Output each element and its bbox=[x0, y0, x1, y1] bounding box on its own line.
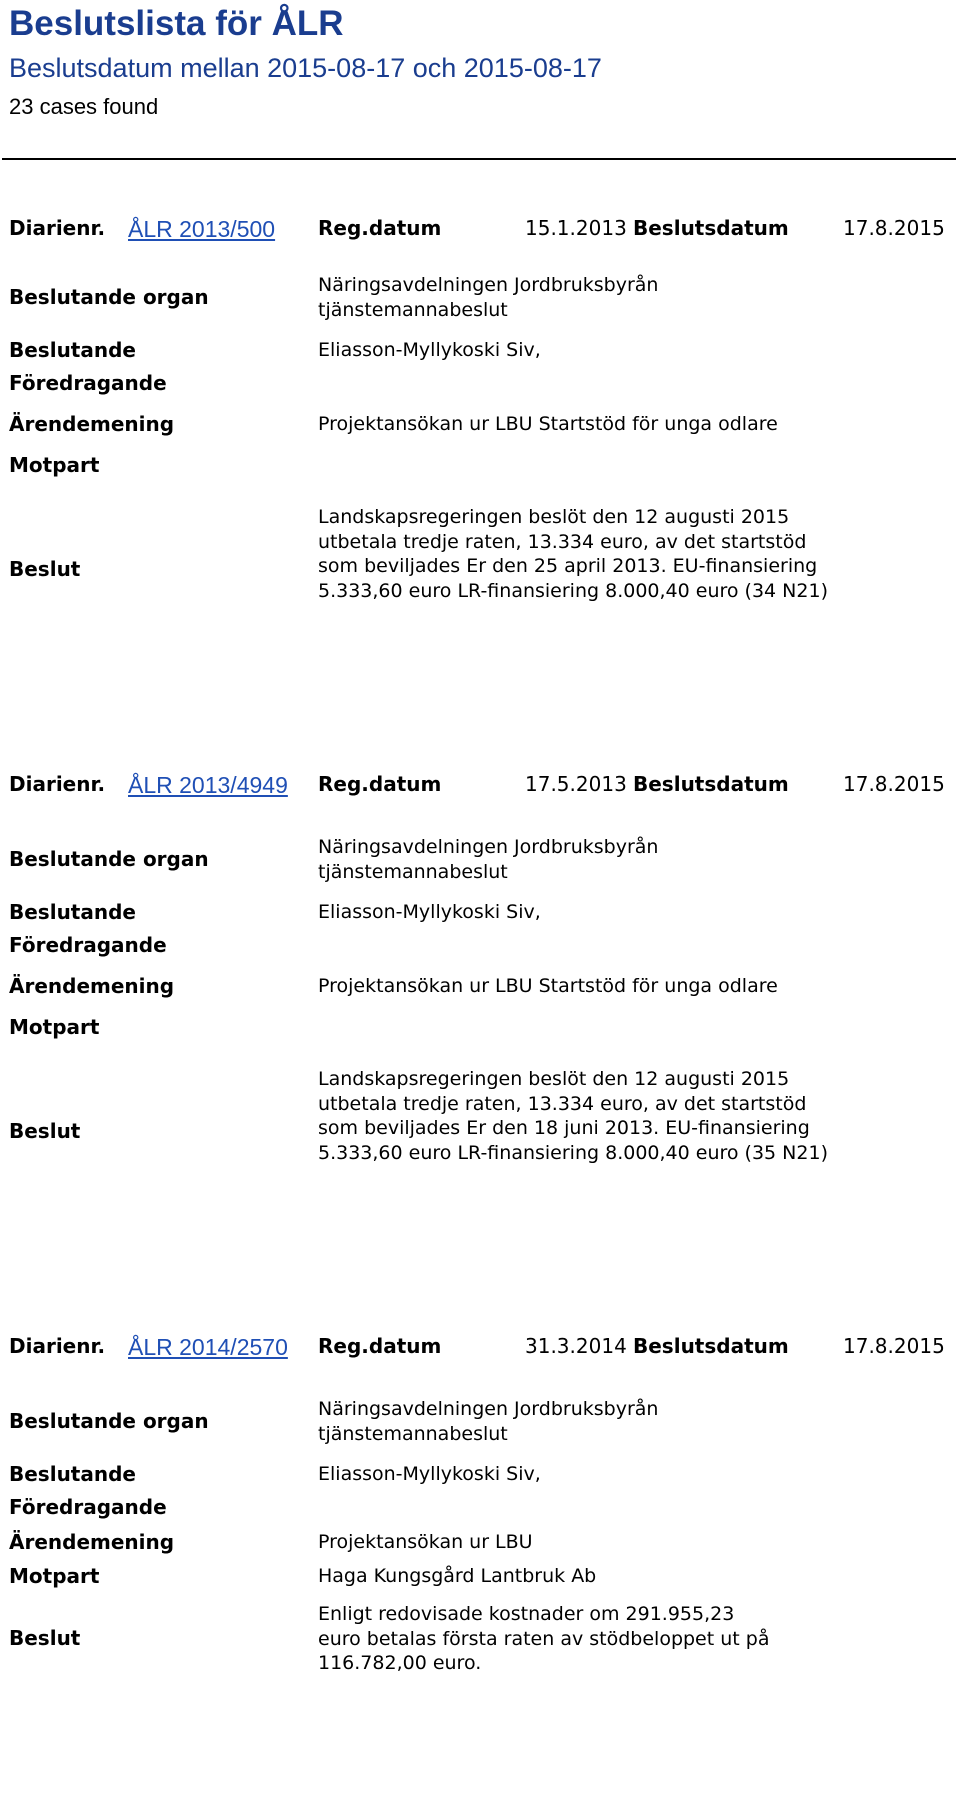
diarienr-label: Diarienr. bbox=[9, 1334, 106, 1358]
case-record bbox=[0, 208, 960, 688]
case-record bbox=[0, 770, 960, 1250]
regdatum-label: Reg.datum bbox=[318, 772, 442, 796]
beslut-label: Beslut bbox=[9, 1119, 81, 1143]
beslutande-organ-line1: Näringsavdelningen Jordbruksbyrån bbox=[318, 1398, 659, 1420]
beslutande-value: Eliasson-Myllykoski Siv, bbox=[318, 901, 541, 923]
beslutande-organ-label: Beslutande organ bbox=[9, 847, 209, 871]
beslutande-organ-line2: tjänstemannabeslut bbox=[318, 1423, 508, 1445]
beslutande-label: Beslutande bbox=[9, 338, 136, 362]
motpart-value: Haga Kungsgård Lantbruk Ab bbox=[318, 1565, 597, 1587]
motpart-label: Motpart bbox=[9, 1564, 100, 1588]
beslutande-organ-line2: tjänstemannabeslut bbox=[318, 861, 508, 883]
beslutsdatum-value: 17.8.2015 bbox=[843, 1334, 945, 1358]
beslutande-organ-label: Beslutande organ bbox=[9, 285, 209, 309]
foredragande-label: Föredragande bbox=[9, 371, 167, 395]
diarienr-label: Diarienr. bbox=[9, 772, 106, 796]
beslutande-value: Eliasson-Myllykoski Siv, bbox=[318, 339, 541, 361]
motpart-label: Motpart bbox=[9, 1015, 100, 1039]
beslut-text: Landskapsregeringen beslöt den 12 augusti 2015 utbetala tredje raten, 13.334 euro, av det startstöd som beviljades Er den 18 juni 2013. EU-finansiering 5.333,60 euro LR-finansiering 8.000,40 euro (35 N21) bbox=[318, 1068, 828, 1164]
arendemening-label: Ärendemening bbox=[9, 412, 175, 436]
beslut-label: Beslut bbox=[9, 557, 81, 581]
motpart-label: Motpart bbox=[9, 453, 100, 477]
beslut-text: Landskapsregeringen beslöt den 12 augusti 2015 utbetala tredje raten, 13.334 euro, av det startstöd som beviljades Er den 25 april 2013. EU-finansiering 5.333,60 euro LR-finansiering 8.000,40 euro (34 N21) bbox=[318, 506, 828, 602]
beslut-label: Beslut bbox=[9, 1626, 81, 1650]
case-record bbox=[0, 1332, 960, 1812]
result-count: 23 cases found bbox=[9, 94, 159, 119]
beslutande-organ-label: Beslutande organ bbox=[9, 1409, 209, 1433]
arendemening-value: Projektansökan ur LBU Startstöd för unga odlare bbox=[318, 413, 778, 435]
regdatum-label: Reg.datum bbox=[318, 1334, 442, 1358]
diarienr-label: Diarienr. bbox=[9, 216, 106, 240]
beslutsdatum-label: Beslutsdatum bbox=[633, 1334, 789, 1358]
beslutsdatum-value: 17.8.2015 bbox=[843, 772, 945, 796]
foredragande-label: Föredragande bbox=[9, 933, 167, 957]
beslutande-label: Beslutande bbox=[9, 900, 136, 924]
page-title: Beslutslista för ÅLR bbox=[9, 4, 344, 43]
regdatum-value: 17.5.2013 bbox=[525, 772, 627, 796]
arendemening-value: Projektansökan ur LBU bbox=[318, 1531, 533, 1553]
beslutsdatum-label: Beslutsdatum bbox=[633, 216, 789, 240]
beslutande-label: Beslutande bbox=[9, 1462, 136, 1486]
diarienr-link[interactable]: ÅLR 2013/500 bbox=[128, 216, 276, 242]
beslutande-organ-line2: tjänstemannabeslut bbox=[318, 299, 508, 321]
diarienr-link[interactable]: ÅLR 2013/4949 bbox=[128, 772, 288, 798]
header-divider bbox=[2, 158, 956, 160]
beslutande-organ-line1: Näringsavdelningen Jordbruksbyrån bbox=[318, 836, 659, 858]
arendemening-value: Projektansökan ur LBU Startstöd för unga odlare bbox=[318, 975, 778, 997]
beslutande-organ-line1: Näringsavdelningen Jordbruksbyrån bbox=[318, 274, 659, 296]
diarienr-link[interactable]: ÅLR 2014/2570 bbox=[128, 1334, 288, 1360]
beslutande-value: Eliasson-Myllykoski Siv, bbox=[318, 1463, 541, 1485]
foredragande-label: Föredragande bbox=[9, 1495, 167, 1519]
date-range-subtitle: Beslutsdatum mellan 2015-08-17 och 2015-08-17 bbox=[9, 53, 602, 83]
arendemening-label: Ärendemening bbox=[9, 974, 175, 998]
arendemening-label: Ärendemening bbox=[9, 1530, 175, 1554]
beslutsdatum-label: Beslutsdatum bbox=[633, 772, 789, 796]
beslut-text: Enligt redovisade kostnader om 291.955,23 euro betalas första raten av stödbeloppet ut på 116.782,00 euro. bbox=[318, 1603, 770, 1674]
regdatum-value: 15.1.2013 bbox=[525, 216, 627, 240]
regdatum-label: Reg.datum bbox=[318, 216, 442, 240]
beslutsdatum-value: 17.8.2015 bbox=[843, 216, 945, 240]
regdatum-value: 31.3.2014 bbox=[525, 1334, 627, 1358]
